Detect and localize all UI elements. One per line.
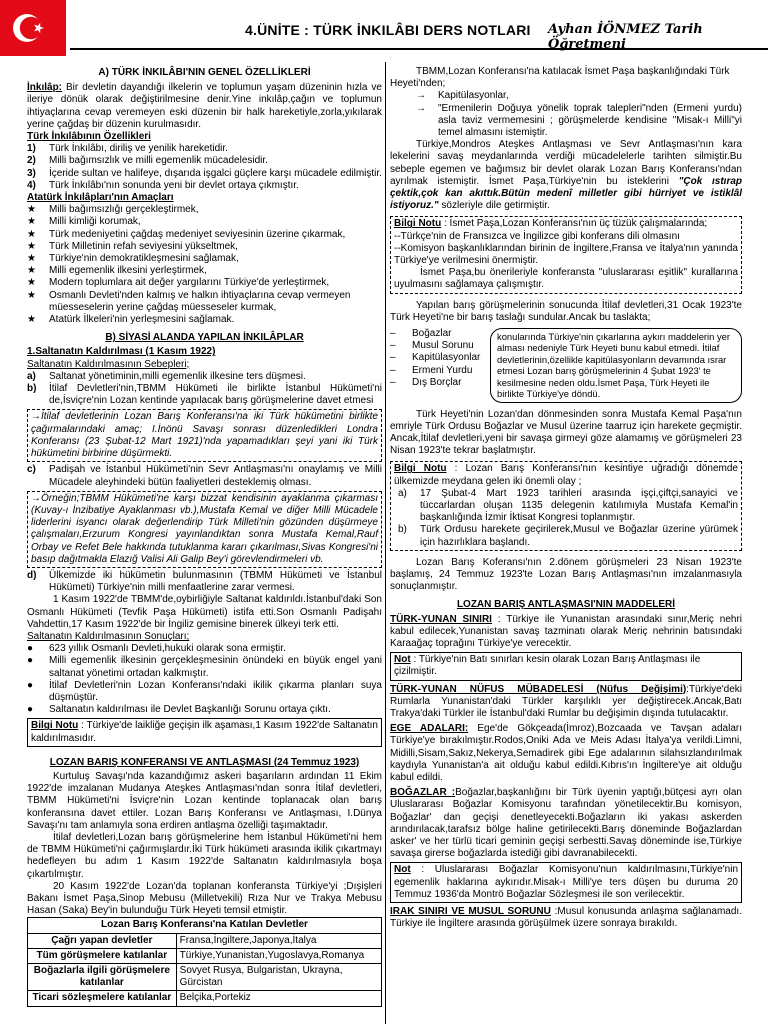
saltanat-paragraph: 1 Kasım 1922'de TBMM'de,oybirliğiyle Saltanat kaldırıldı.İstanbul'daki Son Osmanlı Hükümeti (Tevfik Paşa Hükümeti) istifa etti.Son Osmanlı Padişahı Vahdettin,17 Kasım 1922'de bir İngiliz gemisine binerek ülkeyi terk etti.	[27, 594, 382, 630]
star-icon: ★	[27, 253, 36, 265]
turkish-flag	[0, 0, 66, 56]
left-column	[27, 62, 382, 1007]
right-column	[390, 62, 742, 930]
section-b-title: B) SİYASİ ALANDA YAPILAN İNKILÂPLAR	[105, 332, 304, 344]
right-paragraph-1: Türkiye,Mondros Ateşkes Antlaşması ve Sevr Antlaşması'nın kara lekelerini savaş meydanlarında verdiği mücadelelerle tarihten silmiştir.Bu sebeple egemen ve bağımsız bir devlet olarak Lozan Barış Konferansı'ndan ayrılmak istemiştir. İsmet Paşa,Türkiye'nin bu isteklerini "Çok ıstırap çektik,çok kan akıttık.Bütün medenî milletler gibi hürriyet ve istiklâl istiyoruz." sözleriyle dile getirmiştir.	[390, 139, 743, 212]
star-icon: ★	[27, 240, 36, 252]
list-item: ★ Atatürk İlkeleri'nin yerleşmesini sağlamak.	[27, 314, 235, 326]
star-icon: ★	[27, 277, 36, 289]
arrow-right-icon: →	[416, 102, 426, 114]
list-item: → Kapitülasyonlar,	[416, 90, 509, 102]
right-paragraph-3: Türk Heyeti'nin Lozan'dan dönmesinden sonra Mustafa Kemal Paşa'nın emriyle Türk Ordusu Boğazlar ve Musul üzerine taarruz için harekete geçmiştir. Ancak,İtilaf devletleri,yeni bir savaşa girmeyi göze alamamış ve görüşmeleri 23 Nisan 1923'te tekrar başlatmıştır.	[390, 408, 742, 457]
table-row: Ticari sözleşmelere katılanlar Belçika,Portekiz	[28, 991, 382, 1006]
saltanat-subtitle: 1.Saltanatın Kaldırılması (1 Kasım 1922)	[27, 346, 216, 358]
header-rule	[70, 48, 768, 50]
list-item: b) Türk Ordusu harekete geçirilerek,Musul ve Boğazlar üzerine yürümek için hazırlıklara başlandı.	[398, 524, 738, 548]
list-item: ● Saltanatın kaldırılması ile Devlet Başkanlığı Sorunu ortaya çıktı.	[27, 704, 331, 716]
list-item: – Musul Sorunu	[390, 340, 474, 352]
author-signature: Ayhan İÖNMEZ Tarih Öğretmeni	[548, 22, 703, 52]
right-paragraph-2: Yapılan barış görüşmelerinin sonucunda İtilaf devletleri,31 Ocak 1923'te Türk Heyeti'ne bir barış taslağı sundular.Ancak bu taslakta;	[390, 299, 742, 323]
features-list	[27, 143, 382, 192]
table-title: Lozan Barış Konferansı'na Katılan Devletler	[28, 918, 382, 933]
crescent-star-icon	[0, 0, 66, 56]
list-item: ★ Milli bağımsızlığı gerçekleştirmek,	[27, 204, 199, 216]
features-title: Türk İnkılâbının Özellikleri	[27, 131, 151, 143]
draft-issues	[390, 328, 742, 402]
star-icon: ★	[27, 216, 36, 228]
list-item: → "Ermenilerin Doğuya yönelik toprak talepleri"nden (Ermeni yurdu) asla taviz vermemesini ; görüşmelerde kendisine "Misak-ı Milli"yi temel almasını istemiştir.	[416, 102, 742, 139]
star-icon: ★	[27, 265, 36, 277]
lozan-paragraph-3: 20 Kasım 1922'de Lozan'da toplanan konferansta Türkiye'yi ;Dışişleri Bakanı İsmet Paşa,Sinop Mebusu (Milletvekili) Rıza Nur ve Trakya Mebusu Hasan (Saka) Bey'in bulunduğu Türk Heyeti temsil etmiştir.	[27, 880, 382, 917]
causes-title: Saltanatın Kaldırılmasının Sebepleri;	[27, 358, 190, 370]
inkilap-definition: İnkılâp: Bir devletin dayandığı ilkelerin ve toplumun yaşam düzeninin hızla ve ileriye dönük olarak değiştirilmesine denir.Yine inkılâp,çağın ve toplumun ihtiyaçlarına cevap veremeyen eski düzenin bir halk hareketiyle,zorla,yıkılarak yerine çağdaş bir düzenin kurulmasıdır.	[27, 82, 382, 130]
list-item: 3) İçeride sultan ve halifeye, dışarıda işgalci güçlere karşı mücadele edilmiştir.	[27, 167, 382, 179]
table-row: Çağrı yapan devletler Fransa,İngiltere,Japonya,İtalya	[28, 933, 382, 948]
info-note-2: Bilgi Notu : Lozan Barış Konferansı'nın kesintiye uğradığı dönemde ülkemizde meydana gelen iki önemli olay ; a) 17 Şubat-4 Mart 1923 tarihleri arasında işçi,çiftçi,sanayici ve tüccarlardan oluşan 1135 delegenin katılımıyla Mustafa Kemal'in başkanlığında İzmir İktisat Kongresi toplanmıştır. b) Türk Ordusu harekete geçirilerek,Musul ve Boğazlar üzerine yürümek için hazırlıklara başlandı.	[390, 461, 742, 550]
aims-list	[27, 204, 382, 326]
star-icon: ★	[27, 289, 36, 301]
list-item: ★ Milli kimliği korumak,	[27, 216, 141, 228]
right-paragraph-0: TBMM,Lozan Konferansı'na katılacak İsmet Paşa başkanlığındaki Türk Heyeti'nden;	[390, 66, 730, 90]
arrow-right-icon: →	[416, 90, 426, 102]
list-item: ★ Milli egemenlik ilkesini yerleştirmek,	[27, 265, 207, 277]
list-item: a) 17 Şubat-4 Mart 1923 tarihleri arasında işçi,çiftçi,sanayici ve tüccarlardan oluşan 1135 delegenin katılımıyla Mustafa Kemal'in başkanlığında İzmir İktisat Kongresi toplanmıştır.	[398, 487, 738, 524]
cause-a: a) Saltanat yönetiminin,milli egemenlik ilkesine ters düşmesi.	[27, 370, 306, 382]
page-header	[0, 0, 768, 62]
aims-title: Atatürk İnkılâpları'nın Amaçları	[27, 192, 174, 204]
right-paragraph-4: Lozan Barış Koferansı'nın 2.dönem görüşmeleri 23 Nisan 1923'te başlamış, 24 Temmuz 1923'te Lozan Barış Antlaşması'nın imzalanmasıyla sonuçlanmıştır.	[390, 556, 742, 593]
issue-list	[390, 328, 490, 402]
bullet-icon: ●	[27, 679, 34, 691]
list-item: ● İtilaf Devletleri'nin Lozan Konferansı'ndaki ikilik çıkarma planları suya düşmüştür.	[27, 679, 382, 703]
list-item: – Kapitülasyonlar	[390, 352, 481, 364]
table-row: Boğazlarla ilgili görüşmelere katılanlar Sovyet Rusya, Bulgaristan, Ukrayna, Gürcistan	[28, 964, 382, 991]
list-item: – Boğazlar	[390, 328, 452, 340]
article-straits-note: Not : Uluslararası Boğazlar Komisyonu'nun kaldırılmasını,Türkiye'nin egemenlik haklarına aykırıdır.Misak-ı Milli'ye ters düşen bu duruma 20 Temmuz 1936'da Montrö Boğazlar Sözleşmesi ile son verilecektir.	[390, 862, 742, 903]
article-border: TÜRK-YUNAN SINIRI : Türkiye ile Yunanistan arasındaki sınır,Meriç nehri kabul edilecek,Yunanistan savaş tazminatı olarak Meriç nehrinin batısındaki Karaağaç toprağını Türkiye'ye verecektir.	[390, 613, 742, 649]
lozan-paragraph-2: İtilaf devletleri,Lozan barış görüşmelerine hem İstanbul Hükümeti'ni hem de TBMM Hükümeti'ni çağırmışlardır.İki Türk hükümeti arasında ikilik çıkartmayı hedefleyen bu adım 1 Kasım 1922'de Saltanatın kaldırılmasıyla boşa çıkartılmıştır.	[27, 831, 382, 880]
bullet-icon: ●	[27, 643, 34, 655]
list-item: ● Milli egemenlik ilkesinin gerçekleşmesinin önündeki en büyük engel yani saltanat yönetimi ortadan kalkmıştır.	[27, 655, 382, 679]
article-iraq-border: IRAK SINIRI VE MUSUL SORUNU :Musul konusunda anlaşma sağlanamadı. Türkiye ile İngiltere arasında görüşülmek üzere sonraya bırakıldı.	[390, 906, 742, 930]
bullet-icon: ●	[27, 704, 34, 716]
list-item: – Ermeni Yurdu	[390, 364, 473, 376]
info-note-3: Bilgi Notu : Türkiye'de laikliğe geçişin ilk aşaması,1 Kasım 1922'de Saltanatın kaldırılmasıdır.	[27, 718, 382, 746]
list-item: ● 623 yıllık Osmanlı Devleti,hukuki olarak sona ermiştir.	[27, 643, 286, 655]
note-box-2: →Örneğin;TBMM Hükümeti'ne karşı bizzat kendisinin ayaklanma çıkarması (Kuvay-ı İnzibatiye Ayaklanması vb.),Mustafa Kemal ve diğer Milli Mücadele liderlerini isyancı olarak değerlendirip Türk Milleti'nin gözünden düşürmeye çalışmaları,Erzurum Kongresi yayınlandıktan sonra Mustafa Kemal,Rauf Orbay ve Refet Bele hakkında tutuklanma kararı çıkarılması,Sivas Kongresi'ni basıp dağıtmakla Elazığ Valisi Ali Galip Bey'i görevlendirmeleri vb.	[27, 491, 382, 568]
lozan-title: LOZAN BARIŞ KONFERANSI VE ANTLAŞMASI (24 Temmuz 1923)	[49, 756, 360, 768]
info-note-1: Bilgi Notu : İsmet Paşa,Lozan Konferansı'nın üç tüzük çalışmalarında; --Türkçe'nin de Fransızca ve İngilizce gibi konferans dili olmasını --Komisyon başkanlıklarından birinin de İngiltere,Fransa ve İtalya'nın yanında Türkiye'ye verilmesini önermiştir. İsmet Paşa,bu önerileriyle konferansta "uluslararası eşitlik" kurallarına uyulmasını sağlamaya çalışmıştır.	[390, 216, 742, 293]
article-aegean-islands: EGE ADALARI: Ege'de Gökçeada(İmroz),Bozcaada ve Tavşan adaları Türkiye'ye bırakılmıştır.Rodos,Oniki Ada ve Meis Adası İtalya'ya verildi.Limni, Midilli,Sisam,Sakız,Nekerya,Semadirek gibi Ege adalarının silahsızlandırılmak kaydıyla Yunanistan'a ait olduğu kabul edildi.Kıbrıs'ın İngiltere'ye ait olduğu kabul edildi.	[390, 723, 742, 783]
article-straits: BOĞAZLAR :Boğazlar,başkanlığını bir Türk üyenin yaptığı,bütçesi ayrı olan Uluslararası Boğazlar Komisyonu tarafından yönetilecektir.Bu komisyon, Boğazlar' dan geçişi denetleyecekti.Boğazların iki yakası askerden arındırılacak,tarafsız bölge haline getirilecekti.Barış döneminde Boğazlardan asker' ve her türlü ticari geminin geçişi serbestti.Savaş döneminde ise,Türkiye savaşa girerse boğazlarda istediği gibi davranabilecekti.	[390, 787, 742, 860]
list-item: ★ Modern toplumlara ait değer yargılarını Türkiye'de yerleştirmek,	[27, 277, 330, 289]
list-item: ★ Türk medeniyetini çağdaş medeniyet seviyesinin üzerine çıkarmak,	[27, 228, 346, 240]
star-icon: ★	[27, 204, 36, 216]
note-box-1: →İtilaf devletlerinin Lozan Barış Konferansı'na iki Türk hükümetini birlikte çağırmalarındaki amaç; I.İnönü Savaşı sonrası düzenledikleri Londra Konferansı (23 Şubat-12 Mart 1921)'nda yapamadıkları şeyi yani iki Türk hükümetini birbirine düşürmekti.	[27, 409, 382, 462]
lozan-paragraph-1: Kurtuluş Savaşı'nda kazandığımız askeri başarıların ardından 11 Ekim 1922'de imzalanan Mudanya Ateşkes Antlaşması'ndan sonra İtilaf devletleri, TBMM Hükümeti'ni İsviçre'nin Lozan kentinde toplanacak olan barış konferansına davet ettiler. Lozan Barış Konferansı ve Antlaşması, I.Dünya Savaşı'nı tam anlamıyla sona erdiren antlaşma özelliği taşımaktadır.	[27, 770, 382, 831]
cause-c: c) Padişah ve İstanbul Hükümeti'nin Sevr Antlaşması'nı onaylamış ve Milli Mücadele aleyhindeki bütün faaliyetleri desteklemiş olması.	[27, 464, 382, 488]
list-item: ★ Osmanlı Devleti'nden kalmış ve halkın ihtiyaçlarına cevap vermeyen müesseselerin yerine çağdaş müesseseler kurmak,	[27, 289, 351, 313]
star-icon: ★	[27, 314, 36, 326]
results-title: Saltanatın Kaldırılmasının Sonuçları;	[27, 630, 190, 642]
page-title: 4.ÜNİTE : TÜRK İNKILÂBI DERS NOTLARI	[245, 22, 531, 38]
list-item: – Dış Borçlar	[390, 376, 462, 388]
list-item: ★ Türkiye'nin demokratikleşmesini sağlamak,	[27, 253, 239, 265]
participants-table	[27, 917, 382, 1006]
article-border-note: Not : Türkiye'nin Batı sınırları kesin olarak Lozan Barış Antlaşması ile çizilmiştir.	[390, 652, 742, 680]
article-population-exchange: TÜRK-YUNAN NÜFUS MÜBADELESİ (Nüfus Değişimi):Türkiye'deki Rumlarla Yunanistan'daki Türkler karşılıklı yer değiştirecek.Ancak,Batı Trakya'daki Türkler ile İstanbul'daki Rumlar bu değişimin dışında tutulacaktır.	[390, 683, 742, 719]
section-a-title: A) TÜRK İNKILÂBI'NIN GENEL ÖZELLİKLERİ	[98, 67, 311, 78]
list-item: ★ Türk Milletinin refah seviyesini yükseltmek,	[27, 240, 238, 252]
cause-d: d) Ülkemizde iki hükümetin bulunmasının (TBMM Hükümeti ve İstanbul Hükümeti) Türkiye'nin milli menfaatlerine zarar vermesi.	[27, 569, 382, 594]
callout-bubble: konularında Türkiye'nin çıkarlarına aykırı maddelerin yer alması nedeniyle Türk Heyeti bunu kabul etmedi. İtilaf devletlerinin,özellikle kapitülasyonların devamında ısrar etmesi Lozan barış görüşmelerinin 4 Şubat 1923' te kesilmesine neden oldu.İsmet Paşa, Türk Heyeti ile birlikte Türkiye'ye döndü.	[490, 328, 742, 402]
list-item: 2) Milli bağımsızlık ve milli egemenlik mücadelesidir.	[27, 155, 268, 167]
table-row: Tüm görüşmelere katılanlar Türkiye,Yunanistan,Yugoslavya,Romanya	[28, 948, 382, 963]
column-divider	[385, 62, 386, 1024]
list-item: 4) Türk İnkılâbı'nın sonunda yeni bir devlet ortaya çıkmıştır.	[27, 179, 299, 191]
list-item: 1) Türk İnkılâbı, diriliş ve yenilik hareketidir.	[27, 143, 228, 155]
articles-title: LOZAN BARIŞ ANTLAŞMASI'NIN MADDELERİ	[456, 599, 676, 611]
star-icon: ★	[27, 228, 36, 240]
cause-b: b) İtilaf Devletleri'nin,TBMM Hükümeti ile birlikte İstanbul Hükümeti'ni de,İsviçre'nin Lozan kentinde yapılacak barış görüşmelerine davet etmesi	[27, 383, 382, 407]
bullet-icon: ●	[27, 655, 34, 667]
